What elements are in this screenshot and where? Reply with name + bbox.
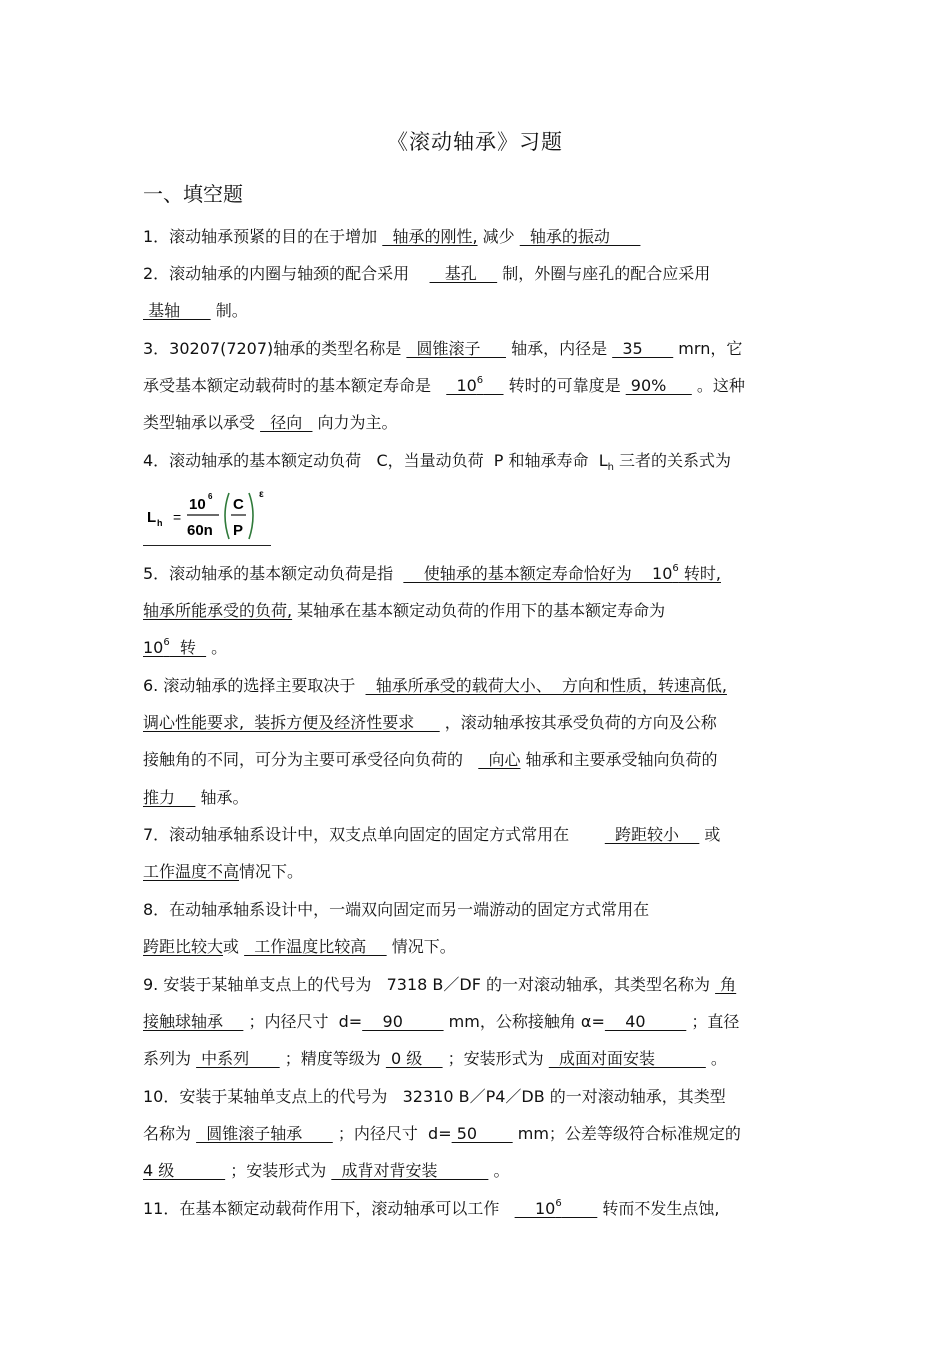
answer-blank: 4 级	[143, 1161, 226, 1180]
answer-blank: 调心性能要求, 装拆方便及经济性要求	[143, 713, 440, 732]
question-9-cont	[143, 1011, 739, 1033]
question-8-cont	[143, 936, 456, 958]
question-10-cont2	[143, 1160, 509, 1182]
answer-blank: 圆锥滚子	[406, 339, 506, 358]
answer-blank: 圆锥滚子轴承	[196, 1124, 333, 1143]
answer-blank: 角	[715, 975, 737, 994]
question-2-cont	[143, 300, 248, 322]
exponent: 6	[163, 637, 170, 648]
formula-right-paren	[249, 493, 253, 539]
question-text: ；内径尺寸 d=	[243, 1012, 363, 1031]
exponent: 6	[672, 563, 679, 574]
answer-blank	[143, 638, 206, 657]
question-3	[143, 338, 742, 360]
answer-blank: 0 级	[385, 1049, 443, 1068]
formula-equals: =	[173, 509, 182, 525]
question-text: ；内径尺寸 d=	[332, 1124, 452, 1143]
formula-numerator: 10	[189, 496, 206, 513]
answer-blank: 跨距较小	[604, 825, 700, 844]
answer-blank	[515, 1199, 598, 1218]
question-1	[143, 226, 640, 248]
question-text: mm，公称接触角 α=	[443, 1012, 605, 1031]
answer-blank: 工作温度不高	[143, 862, 240, 881]
answer-blank: 90%	[625, 376, 692, 395]
exponent: 6	[476, 375, 484, 386]
answer-blank: 90	[362, 1012, 444, 1031]
question-text: ；直径	[686, 1012, 740, 1031]
answer-blank: 成面对面安装	[548, 1049, 706, 1068]
question-5-cont	[143, 600, 665, 622]
question-6-cont	[143, 712, 717, 734]
formula-epsilon: ε	[259, 489, 264, 500]
question-6-cont3	[143, 787, 248, 809]
formula-lh-sub: h	[157, 518, 163, 528]
formula-numerator-exp: 6	[208, 492, 213, 501]
question-text: ，滚动轴承按其承受负荷的方向及公称	[439, 713, 717, 732]
answer-blank: 径向	[260, 413, 313, 432]
question-9-cont2	[143, 1048, 727, 1070]
answer-blank: 轴承的振动	[519, 227, 641, 246]
question-2	[143, 263, 710, 285]
answer-blank: 工作温度比较高	[244, 937, 387, 956]
question-text: ；安装形式为	[442, 1049, 549, 1068]
document-title: 《滚动轴承》习题	[387, 130, 563, 154]
question-text: mm；公差等级符合标准规定的	[512, 1124, 741, 1143]
question-text: 1．滚动轴承预紧的目的在于增加	[143, 227, 383, 246]
answer-text: 10	[143, 638, 164, 657]
answer-blank: 推力	[143, 788, 196, 807]
formula-p: P	[233, 522, 244, 539]
answer-blank: 跨距比较大	[143, 937, 224, 956]
answer-blank: 50	[451, 1124, 513, 1143]
question-text: 情况下。	[239, 862, 304, 881]
question-text: 情况下。	[386, 937, 456, 956]
question-8	[143, 899, 649, 921]
question-text: 制，外圈与座孔的配合应采用	[497, 264, 711, 283]
answer-blank: 基孔	[429, 264, 498, 283]
answer-text: 10	[446, 376, 477, 395]
question-text: 3．30207(7207)轴承的类型名称是	[143, 339, 407, 358]
question-text: 9. 安装于某轴单支点上的代号为 7318 B／DF 的一对滚动轴承，其类型名称为	[143, 975, 716, 994]
question-9	[143, 974, 736, 996]
question-text: 类型轴承以承受	[143, 413, 261, 432]
question-5	[143, 563, 721, 585]
exponent: 6	[555, 1198, 562, 1209]
formula-left-paren	[225, 493, 229, 539]
question-text: 。	[705, 1049, 727, 1068]
question-10	[143, 1086, 726, 1108]
question-text: 接触角的不同，可分为主要可承受径向负荷的	[143, 750, 479, 769]
formula-underline	[143, 545, 271, 546]
question-text: 轴承和主要承受轴向负荷的	[520, 750, 718, 769]
question-text: 8．在动轴承轴系设计中，一端双向固定而另一端游动的固定方式常用在	[143, 900, 650, 919]
question-7-cont	[143, 861, 303, 883]
question-text: 11．在基本额定动载荷作用下，滚动轴承可以工作	[143, 1199, 515, 1218]
question-text: 6. 滚动轴承的选择主要取决于	[143, 676, 366, 695]
question-text: 转而不发生点蚀,	[597, 1199, 720, 1218]
question-6	[143, 675, 727, 697]
question-text: 4．滚动轴承的基本额定动负荷 C，当量动负荷 P 和轴承寿命 L	[143, 451, 608, 470]
question-text: 制。	[210, 301, 248, 320]
question-text: 7．滚动轴承轴系设计中，双支点单向固定的固定方式常用在	[143, 825, 605, 844]
question-text: 转时的可靠度是	[503, 376, 626, 395]
formula-c: C	[233, 496, 244, 513]
question-text: 2．滚动轴承的内圈与轴颈的配合采用	[143, 264, 430, 283]
question-text: 或	[223, 937, 245, 956]
answer-blank: 成背对背安装	[331, 1161, 489, 1180]
answer-blank: 轴承的刚性,	[382, 227, 478, 246]
question-text: mrn，它	[673, 339, 743, 358]
question-text: ；精度等级为	[279, 1049, 386, 1068]
question-text: 轴承，内径是	[505, 339, 613, 358]
question-text: 10．安装于某轴单支点上的代号为 32310 B／P4／DB 的一对滚动轴承，其类型	[143, 1087, 726, 1106]
answer-blank: 向心	[478, 750, 521, 769]
answer-text: 使轴承的基本额定寿命恰好为 10	[403, 564, 673, 583]
question-4	[143, 450, 731, 479]
question-text: 向力为主。	[312, 413, 398, 432]
question-text: 承受基本额定动载荷时的基本额定寿命是	[143, 376, 447, 395]
subscript: h	[607, 462, 614, 474]
answer-blank: 基轴	[143, 301, 211, 320]
answer-blank: 中系列	[196, 1049, 280, 1068]
question-3-cont	[143, 375, 745, 397]
answer-text: 10	[514, 1199, 556, 1218]
question-3-cont2	[143, 412, 398, 434]
question-text: 或	[699, 825, 721, 844]
question-7	[143, 824, 720, 846]
question-text: 。	[488, 1161, 510, 1180]
life-formula	[143, 485, 271, 545]
question-text: 系列为	[143, 1049, 197, 1068]
answer-text: 转时,	[678, 564, 721, 583]
answer-blank: 轴承所能承受的负荷,	[143, 601, 293, 620]
answer-pad	[483, 376, 503, 395]
question-text: 名称为	[143, 1124, 197, 1143]
formula-lh: L	[147, 509, 157, 526]
question-5-cont2	[143, 637, 227, 659]
answer-blank: 轴承所承受的载荷大小、 方向和性质，转速高低,	[365, 676, 727, 695]
answer-pad	[562, 1199, 598, 1218]
question-text: 轴承。	[195, 788, 249, 807]
question-text: 三者的关系式为	[613, 451, 732, 470]
question-10-cont	[143, 1123, 741, 1145]
formula-denominator: 60n	[187, 522, 213, 539]
question-11	[143, 1198, 720, 1220]
question-text: 某轴承在基本额定动负荷的作用下的基本额定寿命为	[292, 601, 666, 620]
question-text: 。	[206, 638, 228, 657]
answer-blank: 35	[612, 339, 674, 358]
question-6-cont2	[143, 749, 718, 771]
question-text: 。这种	[691, 376, 745, 395]
answer-blank: 接触球轴承	[143, 1012, 244, 1031]
question-text: ；安装形式为	[225, 1161, 332, 1180]
question-text: 5．滚动轴承的基本额定动负荷是指	[143, 564, 404, 583]
answer-blank	[446, 376, 503, 395]
question-text: 减少	[477, 227, 520, 246]
answer-blank: 40	[604, 1012, 687, 1031]
answer-text: 转	[169, 638, 207, 657]
answer-blank	[403, 564, 721, 583]
section-heading: 一、填空题	[143, 182, 243, 206]
